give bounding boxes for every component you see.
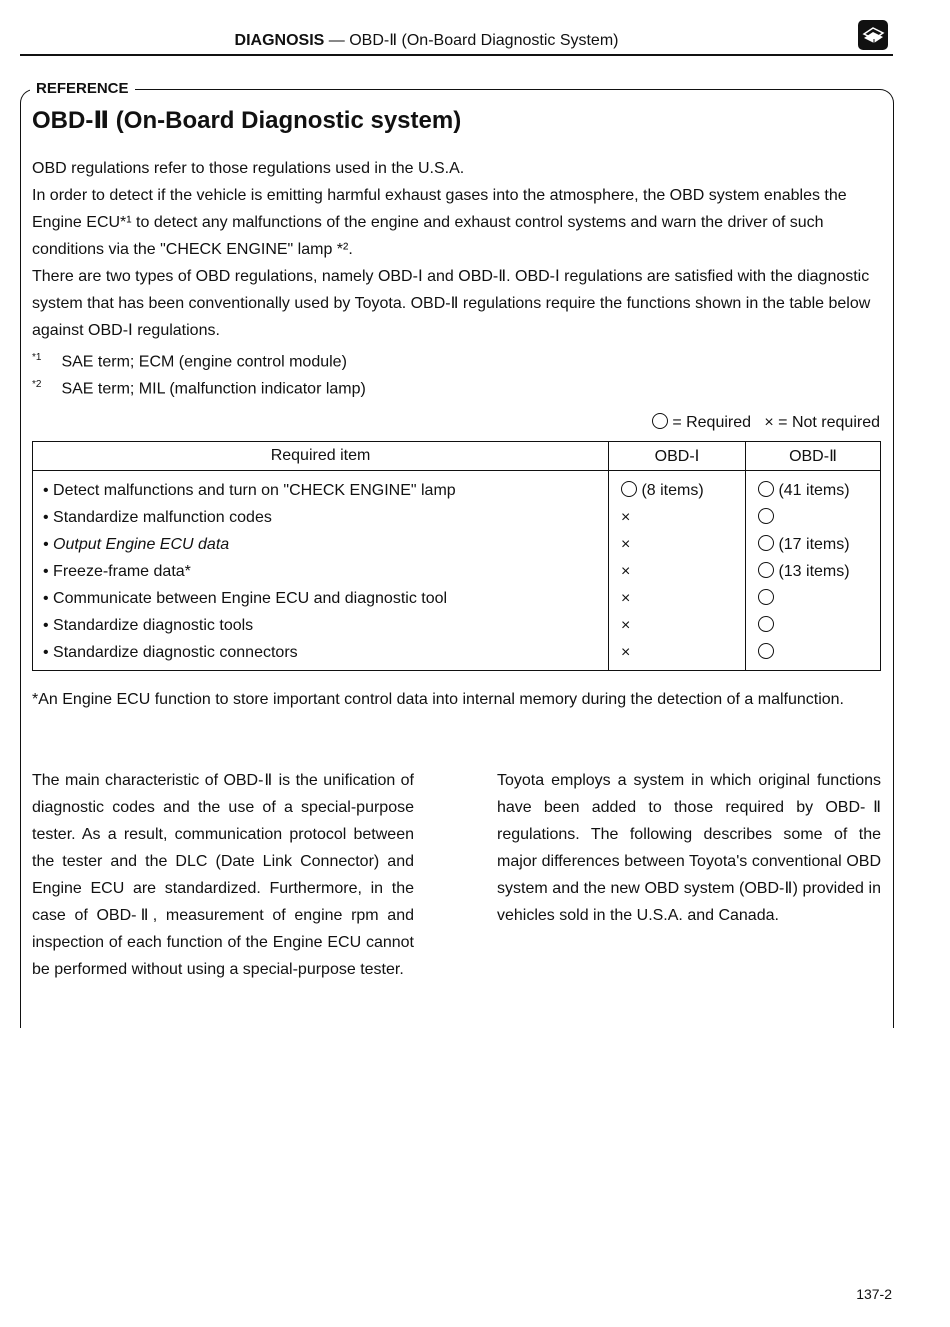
obd1-cell: × — [609, 612, 746, 639]
table-row — [33, 558, 881, 585]
page-title: OBD-Ⅱ (On-Board Diagnostic system) — [32, 107, 462, 134]
table-row — [33, 471, 881, 505]
circle-icon — [758, 589, 774, 605]
required-item-cell: • Standardize malfunction codes — [33, 504, 609, 531]
intro-paragraph-2: In order to detect if the vehicle is emitting harmful exhaust gases into the atmosphere, the OBD system enables the Engine ECU*¹ to detect any malfunctions of the engine and exhaust control systems and warn the driver of such conditions via the "CHECK ENGINE" lamp *². — [32, 187, 847, 258]
page-header — [20, 26, 893, 56]
table-row — [33, 504, 881, 531]
obd2-cell — [746, 504, 881, 531]
obd2-cell: (41 items) — [746, 471, 881, 505]
circle-icon — [758, 508, 774, 524]
header-obd1: OBD-Ⅰ — [609, 442, 746, 471]
circle-icon — [758, 643, 774, 659]
obd2-cell: (17 items) — [746, 531, 881, 558]
table-header-row — [33, 442, 881, 471]
circle-icon — [758, 616, 774, 632]
circle-icon — [652, 413, 668, 429]
page-number: 137-2 — [856, 1286, 892, 1302]
note-1: $^{*1}$ SAE term; ECM (engine control module) — [32, 352, 347, 371]
required-item-cell: • Freeze-frame data* — [33, 558, 609, 585]
obd2-cell — [746, 612, 881, 639]
note-2: $^{*2}$ SAE term; MIL (malfunction indicator lamp) — [32, 379, 366, 398]
circle-icon — [758, 481, 774, 497]
required-item-cell: • Output Engine ECU data — [33, 531, 609, 558]
table-row — [33, 639, 881, 671]
header-section: DIAGNOSIS — [234, 32, 325, 49]
circle-icon — [758, 562, 774, 578]
header-title: — OBD-Ⅱ (On-Board Diagnostic System) — [324, 32, 619, 49]
obd2-cell: (13 items) — [746, 558, 881, 585]
obd1-cell: × — [609, 639, 746, 671]
reference-tag: REFERENCE — [30, 80, 135, 97]
obd1-cell: × — [609, 504, 746, 531]
circle-icon — [758, 535, 774, 551]
obd1-cell: (8 items) — [609, 471, 746, 505]
table-legend: = Required × = Not required — [652, 413, 880, 432]
obd2-cell — [746, 585, 881, 612]
table-row — [33, 612, 881, 639]
footnote: *An Engine ECU function to store important control data into internal memory during the detection of a malfunction. — [32, 691, 844, 708]
obd1-cell: × — [609, 531, 746, 558]
header-required-item: Required item — [33, 442, 609, 471]
obd1-cell: × — [609, 585, 746, 612]
required-item-cell: • Standardize diagnostic connectors — [33, 639, 609, 671]
header-obd2: OBD-Ⅱ — [746, 442, 881, 471]
intro-paragraph-1: OBD regulations refer to those regulations used in the U.S.A. — [32, 160, 465, 177]
book-icon — [858, 20, 888, 50]
required-item-cell: • Detect malfunctions and turn on "CHECK ENGINE" lamp — [33, 471, 609, 505]
right-column-text: Toyota employs a system in which original functions have been added to those required by OBD-Ⅱ regulations. The following describes some of the major differences between Toyota's conventional OBD system and the new OBD system (OBD-Ⅱ) provided in vehicles sold in the U.S.A. and Canada. — [497, 772, 881, 924]
circle-icon — [621, 481, 637, 497]
obd2-cell — [746, 639, 881, 671]
required-item-cell: • Communicate between Engine ECU and diagnostic tool — [33, 585, 609, 612]
table-row — [33, 585, 881, 612]
required-item-cell: • Standardize diagnostic tools — [33, 612, 609, 639]
obd1-cell: × — [609, 558, 746, 585]
intro-paragraph-3: There are two types of OBD regulations, namely OBD-Ⅰ and OBD-Ⅱ. OBD-Ⅰ regulations are satisfied with the diagnostic system that has been conventionally used by Toyota. OBD-Ⅱ regulations require the functions shown in the table below against OBD-Ⅰ regulations. — [32, 268, 871, 339]
requirements-table — [32, 441, 881, 671]
left-column-text: The main characteristic of OBD-Ⅱ is the unification of diagnostic codes and the use of a special-purpose tester. As a result, communication protocol between the tester and the DLC (Date Link Connector) and Engine ECU are standardized. Furthermore, in the case of OBD-Ⅱ, measurement of engine rpm and inspection of each function of the Engine ECU cannot be performed without using a special-purpose tester. — [32, 772, 414, 978]
table-row — [33, 531, 881, 558]
